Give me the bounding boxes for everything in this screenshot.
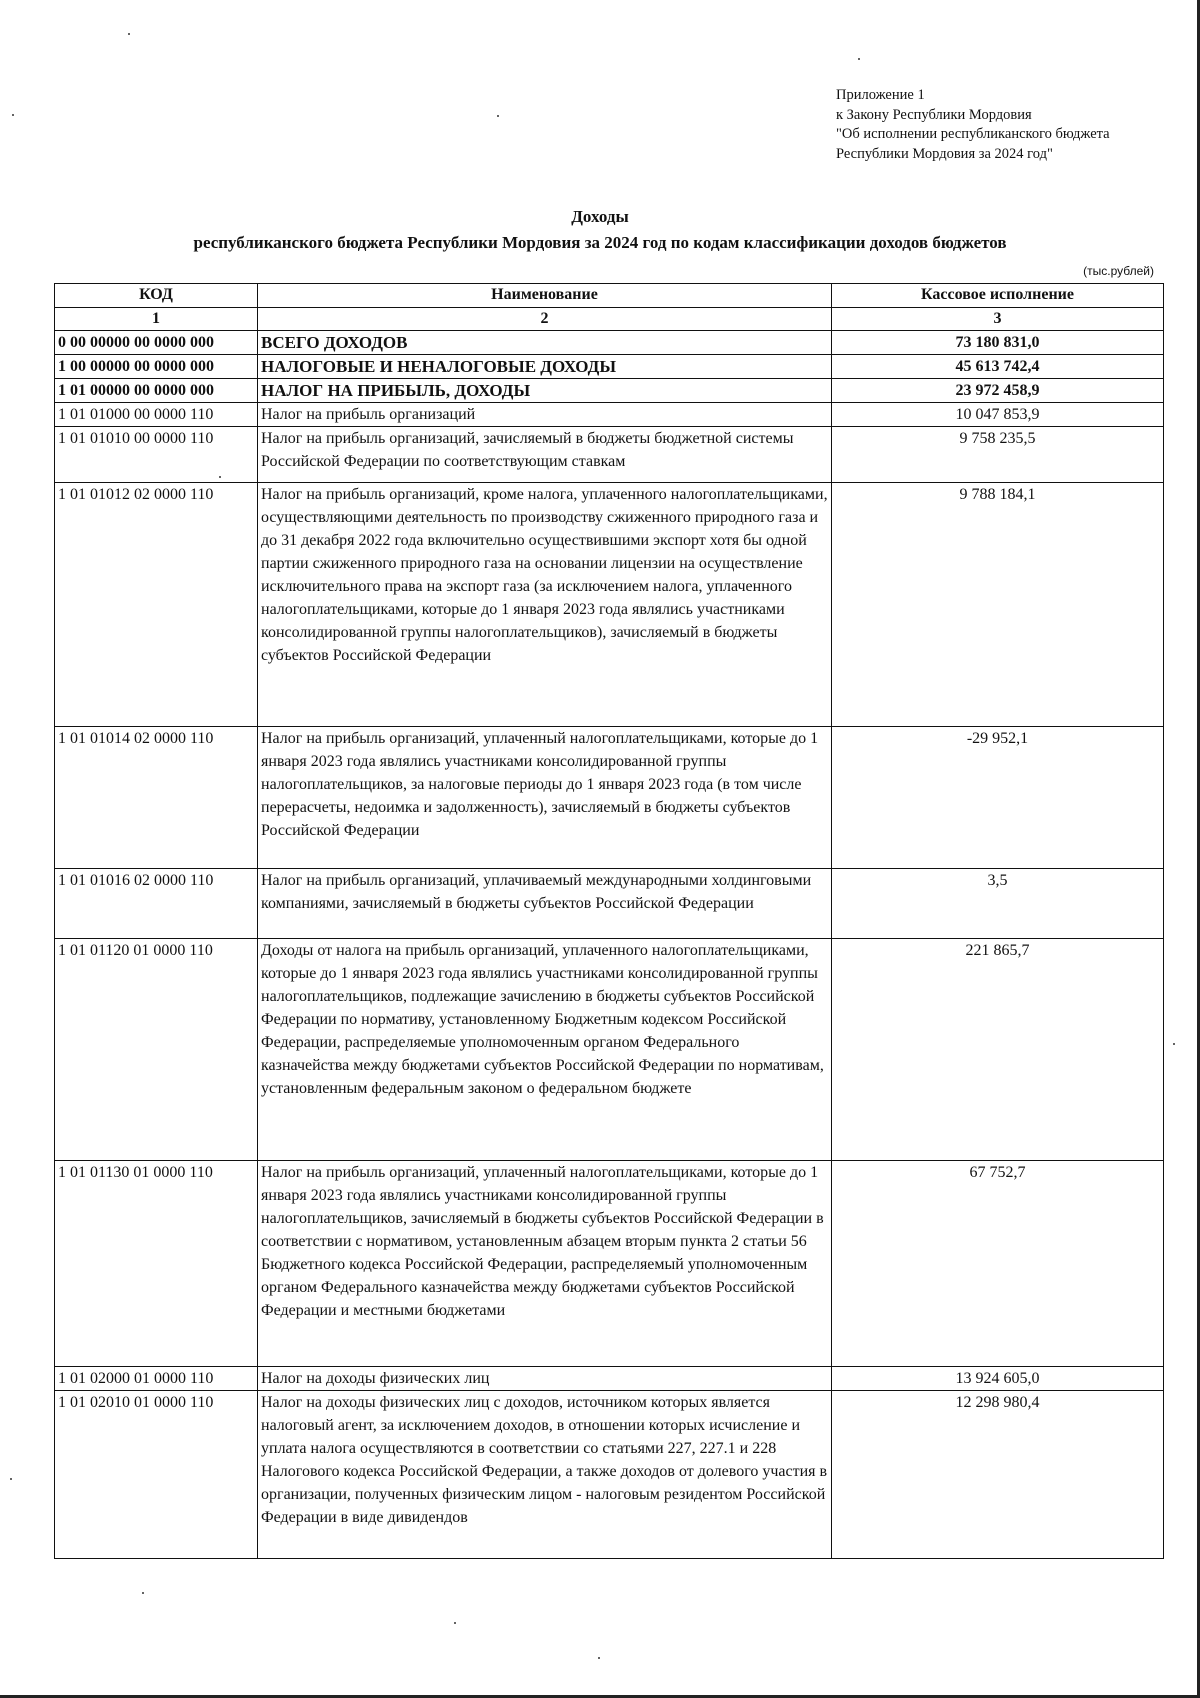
document-subtitle: республиканского бюджета Республики Мордовия за 2024 год по кодам классификации доходов бюджетов [193,233,1007,252]
row-value: 13 924 605,0 [832,1367,1164,1391]
table-row [55,727,1164,869]
row-name: Налог на прибыль организаций, уплаченный налогоплательщиками, которые до 1 января 2023 года являлись участниками консолидированной группы налогоплательщиков, за налоговые периоды до 1 января 2023 года (в том числе перерасчеты, недоимка и задолженность), зачисляемый в бюджеты субъектов Российской Федерации [258,727,832,869]
row-name: Налог на прибыль организаций, уплаченный налогоплательщиками, которые до 1 января 2023 года являлись участниками консолидированной группы налогоплательщиков, зачисляемый в бюджеты субъектов Российской Федерации в соответствии с нормативом, установленным абзацем вторым пункта 2 статьи 56 Бюджетного кодекса Российской Федерации, распределяемый уполномоченным органом Федерального казначейства между бюджетами субъектов Российской Федерации и местными бюджетами [258,1161,832,1367]
row-code: 1 01 00000 00 0000 000 [55,379,258,403]
row-value: -29 952,1 [832,727,1164,869]
row-value: 221 865,7 [832,939,1164,1161]
row-value: 12 298 980,4 [832,1391,1164,1559]
scan-speck [858,58,860,60]
row-name: Доходы от налога на прибыль организаций, уплаченного налогоплательщиками, которые до 1 января 2023 года являлись участниками консолидированной группы налогоплательщиков, подлежащие зачислению в бюджеты субъектов Российской Федерации по нормативу, установленному Бюджетным кодексом Российской Федерации, распределяемые уполномоченным органом Федерального казначейства между бюджетами субъектов Российской Федерации по нормативам, установленным федеральным законом о федеральном бюджете [258,939,832,1161]
header-code: КОД [55,284,258,308]
colnum-2: 2 [258,308,832,331]
table-row [55,355,1164,379]
header-name: Наименование [258,284,832,308]
table-row [55,939,1164,1161]
revenue-table [54,283,1164,1559]
annex-line-1: Приложение 1 [836,87,925,103]
scan-speck [142,1592,144,1594]
row-value: 9 788 184,1 [832,483,1164,727]
row-code: 1 01 01010 00 0000 110 [55,427,258,483]
table-row [55,483,1164,727]
row-code: 1 01 02010 01 0000 110 [55,1391,258,1559]
table-row [55,1367,1164,1391]
header-value: Кассовое исполнение [832,284,1164,308]
row-code: 1 01 01012 02 0000 110 [55,483,258,727]
row-name: Налог на прибыль организаций, уплачиваемый международными холдинговыми компаниями, зачисляемый в бюджеты субъектов Российской Федерации [258,869,832,939]
row-name: Налог на прибыль организаций, зачисляемый в бюджеты бюджетной системы Российской Федерации по соответствующим ставкам [258,427,832,483]
row-name: Налог на доходы физических лиц с доходов, источником которых является налоговый агент, за исключением доходов, в отношении которых исчисление и уплата налога осуществляются в соответствии со статьями 227, 227.1 и 228 Налогового кодекса Российской Федерации, а также доходов от долевого участия в организации, полученных физическим лицом - налоговым резидентом Российской Федерации в виде дивидендов [258,1391,832,1559]
annex-line-3: "Об исполнении республиканского бюджета [836,126,1110,142]
colnum-3: 3 [832,308,1164,331]
annex-line-4: Республики Мордовия за 2024 год" [836,145,1053,162]
table-row [55,427,1164,483]
row-name: Налог на доходы физических лиц [258,1367,832,1391]
table-row [55,869,1164,939]
table-row [55,379,1164,403]
scan-speck [219,476,221,478]
row-name: Налог на прибыль организаций, кроме налога, уплаченного налогоплательщиками, осуществляющими деятельность по производству сжиженного природного газа и до 31 декабря 2022 года включительно осуществившими экспорт хотя бы одной партии сжиженного природного газа на основании лицензии на осуществление исключительного права на экспорт газа (за исключением налога, уплаченного налогоплательщиками, которые до 1 января 2023 года являлись участниками консолидированной группы налогоплательщиков), зачисляемый в бюджеты субъектов Российской Федерации [258,483,832,727]
document-title: Доходы [571,207,629,226]
colnum-1: 1 [55,308,258,331]
row-code: 1 00 00000 00 0000 000 [55,355,258,379]
scan-speck [128,33,130,35]
row-code: 1 01 01016 02 0000 110 [55,869,258,939]
row-code: 1 01 01120 01 0000 110 [55,939,258,1161]
table-header-row [55,284,1164,308]
row-code: 1 01 02000 01 0000 110 [55,1367,258,1391]
row-value: 45 613 742,4 [832,355,1164,379]
scan-speck [454,1622,456,1624]
row-value: 3,5 [832,869,1164,939]
row-name: ВСЕГО ДОХОДОВ [258,331,832,355]
annex-note [836,86,1110,164]
row-name: Налог на прибыль организаций [258,403,832,427]
row-name: НАЛОГ НА ПРИБЫЛЬ, ДОХОДЫ [258,379,832,403]
scan-speck [1173,1043,1175,1045]
table-row [55,331,1164,355]
annex-line-2: к Закону Республики Мордовия [836,106,1032,123]
row-value: 9 758 235,5 [832,427,1164,483]
row-code: 1 01 01014 02 0000 110 [55,727,258,869]
table-colnum-row [55,308,1164,331]
row-value: 73 180 831,0 [832,331,1164,355]
row-value: 10 047 853,9 [832,403,1164,427]
scan-speck [598,1657,600,1659]
row-name: НАЛОГОВЫЕ И НЕНАЛОГОВЫЕ ДОХОДЫ [258,355,832,379]
units-label: (тыс.рублей) [1083,264,1154,278]
table-row [55,1391,1164,1559]
row-code: 1 01 01000 00 0000 110 [55,403,258,427]
row-code: 1 01 01130 01 0000 110 [55,1161,258,1367]
scan-speck [497,115,499,117]
row-value: 23 972 458,9 [832,379,1164,403]
table-row [55,1161,1164,1367]
scan-speck [12,114,14,116]
table-row [55,403,1164,427]
row-value: 67 752,7 [832,1161,1164,1367]
row-code: 0 00 00000 00 0000 000 [55,331,258,355]
scan-speck [10,1478,12,1480]
